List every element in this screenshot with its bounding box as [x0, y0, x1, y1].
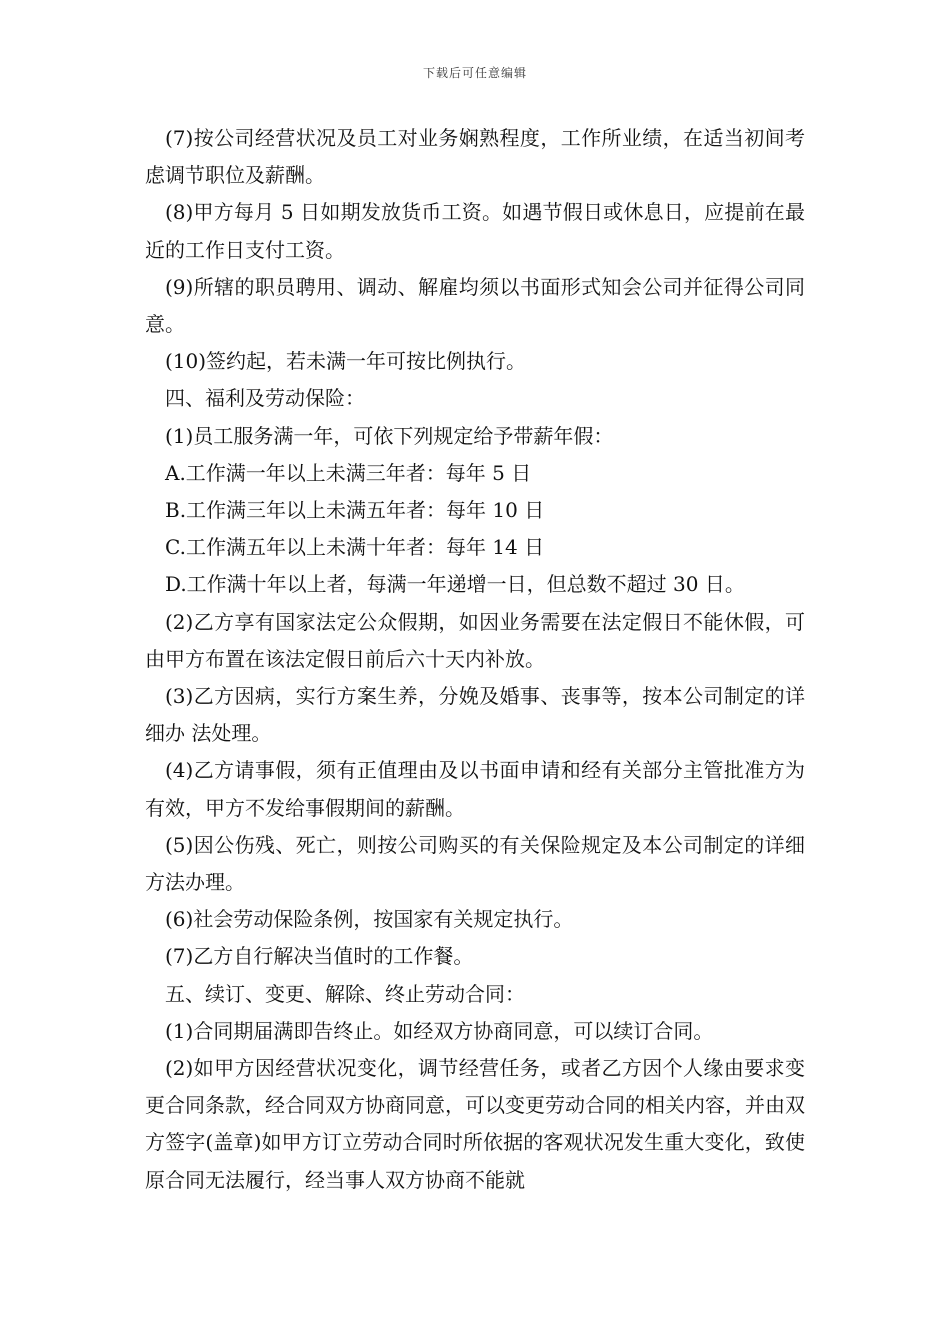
paragraph-8-salary-payment: (8)甲方每月 5 日如期发放货币工资。如遇节假日或休息日，应提前在最近的工作日支付工资。	[145, 200, 805, 262]
leave-item-c: C.工作满五年以上未满十年者：每年 14 日	[165, 535, 545, 560]
paragraph-sick-maternity: (3)乙方因病，实行方案生养，分娩及婚事、丧事等，按本公司制定的详细办 法处理。	[145, 684, 805, 746]
paragraph-10-proration: (10)签约起，若未满一年可按比例执行。	[165, 349, 527, 374]
paragraph-7-job-adjustment: (7)按公司经营状况及员工对业务娴熟程度，工作所业绩，在适当初间考虑调节职位及薪酬。	[145, 126, 805, 188]
leave-item-a: A.工作满一年以上未满三年者：每年 5 日	[165, 460, 532, 485]
paragraph-9-staff-hiring: (9)所辖的职员聘用、调动、解雇均须以书面形式知会公司并征得公司同意。	[145, 274, 805, 337]
paragraph-meals: (7)乙方自行解决当值时的工作餐。	[165, 944, 474, 969]
section-heading-contract: 五、续订、变更、解除、终止劳动合同：	[165, 981, 525, 1006]
page-header: 下载后可任意编辑	[422, 66, 527, 80]
leave-item-d: D.工作满十年以上者，每满一年递增一日，但总数不超过 30 日。	[165, 572, 745, 597]
paragraph-social-insurance: (6)社会劳动保险条例，按国家有关规定执行。	[165, 907, 574, 932]
paragraph-contract-expiry: (1)合同期届满即告终止。如经双方协商同意，可以续订合同。	[165, 1018, 714, 1043]
paragraph-contract-change: (2)如甲方因经营状况变化，调节经营任务，或者乙方因个人缘由要求变更合同条款，经合同双方协商同意，可以变更劳动合同的相关内容，并由双方签字(盖章)如甲方订立劳动合同时所依据的客观状况发生重大变化，致使原合同无法履行，经当事人双方协商不能就	[145, 1056, 805, 1192]
paragraph-work-injury: (5)因公伤残、死亡，则按公司购买的有关保险规定及本公司制定的详细方法办理。	[145, 832, 805, 895]
paragraph-personal-leave: (4)乙方请事假，须有正值理由及以书面申请和经有关部分主管批准方为有效，甲方不发给事假期间的薪酬。	[145, 758, 805, 820]
section-heading-welfare: 四、福利及劳动保险：	[165, 386, 365, 411]
paragraph-annual-leave: (1)员工服务满一年，可依下列规定给予带薪年假：	[165, 423, 614, 448]
leave-item-b: B.工作满三年以上未满五年者：每年 10 日	[165, 498, 545, 523]
document-body	[145, 120, 805, 1199]
paragraph-public-holidays: (2)乙方享有国家法定公众假期，如因业务需要在法定假日不能休假，可由甲方布置在该法定假日前后六十天内补放。	[145, 609, 805, 671]
